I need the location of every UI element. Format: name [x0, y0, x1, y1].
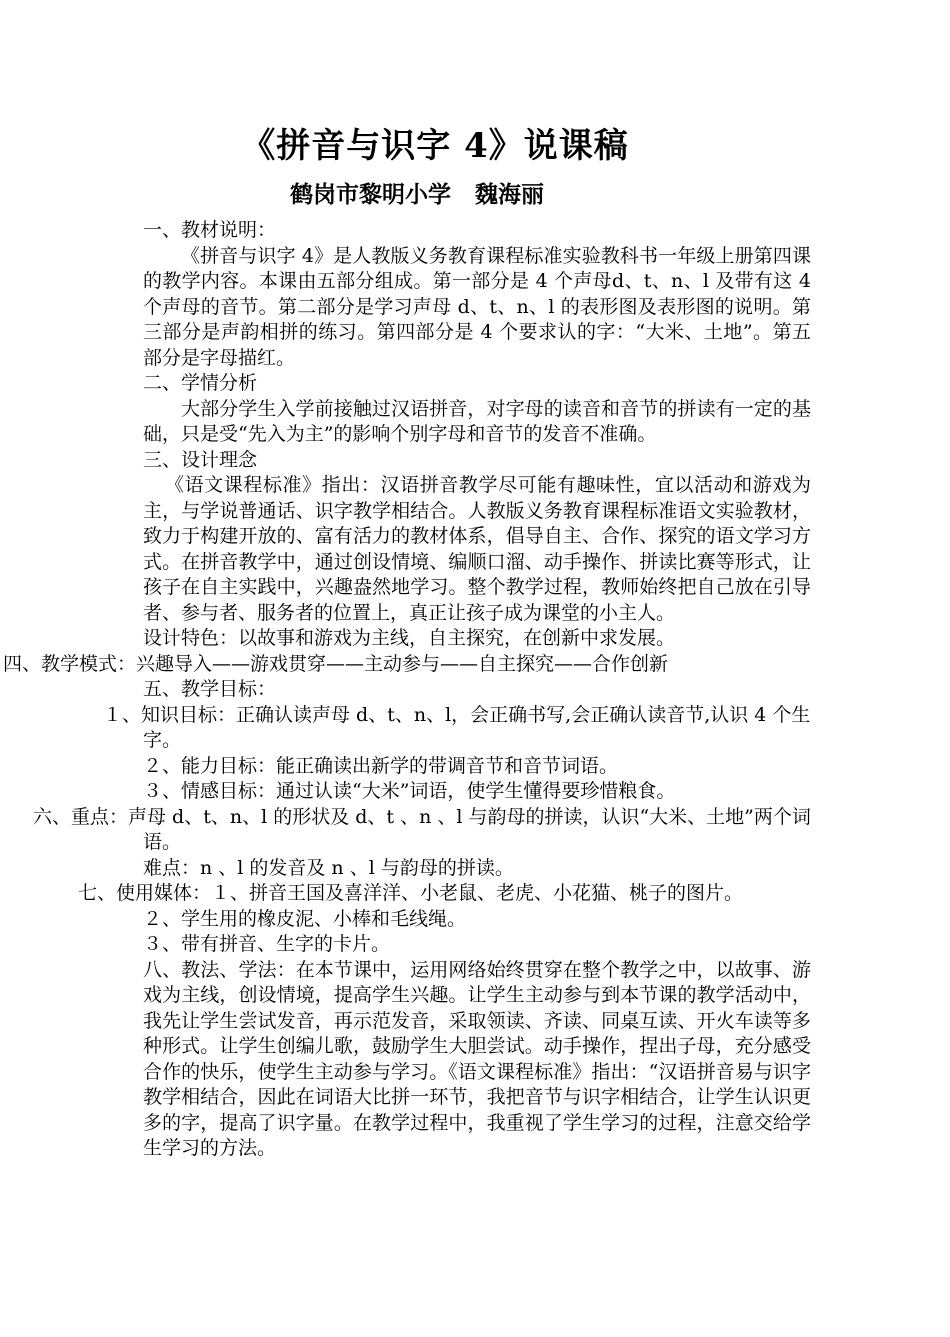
paragraph-difficulty: 难点：n 、l 的发音及 n 、l 与韵母的拼读。 [143, 856, 514, 879]
goal-knowledge: １、知识目标：正确认读声母 d、t、n、l，会正确书写,会正确认读音节,认识 4 个生字。 [103, 703, 811, 751]
media-label: 七、使用媒体： [78, 882, 212, 904]
paragraph-methods: 八、教法、学法：在本节课中，运用网络始终贯穿在整个教学之中，以故事、游戏为主线，创设情境，提高学生兴趣。让学生主动参与到本节课的教学活动中，我先让学生尝试发音，再示范发音，采取领读、齐读、同桌互读、开火车读等多种形式。让学生创编儿歌，鼓励学生大胆尝试。动手操作，捏出子母，充分感受合作的快乐，使学生主动参与学习。《语文课程标准》指出：“汉语拼音易与识字教学相结合，因此在词语大比拼一环节，我把音节与识字相结合，让学生认识更多的字，提高了识字量。在教学过程中，我重视了学生学习的过程，注意交给学生学习的方法。 [143, 958, 811, 1159]
paragraph-key-points: 六、重点：声母 d、t、n、l 的形状及 d、t 、n 、l 与韵母的拼读，认识“大米、土地”两个词语。 [33, 805, 811, 853]
paragraph-design-feature: 设计特色：以故事和游戏为主线，自主探究，在创新中求发展。 [143, 627, 676, 649]
media-item-3: ３、带有拼音、生字的卡片。 [143, 933, 391, 955]
document-title: 《拼音与识字 4》说课稿 [241, 126, 629, 166]
media-item-1-text: １、拼音王国及喜洋洋、小老鼠、老虎、小花猫、桃子的图片。 [211, 882, 744, 904]
media-item-2: ２、学生用的橡皮泥、小棒和毛线绳。 [143, 907, 467, 930]
section-heading-goals: 五、教学目标： [143, 678, 277, 700]
document-body [3, 218, 811, 1162]
goal-emotion: ３、情感目标：通过认读“大米”词语，使学生懂得要珍惜粮食。 [143, 780, 676, 802]
paragraph-concept: 《语文课程标准》指出：汉语拼音教学尽可能有趣味性，宜以活动和游戏为主，与学说普通话、识字教学相结合。人教版义务教育课程标准语文实验教材，致力于构建开放的、富有活力的教材体系，倡导自主、合作、探究的语文学习方式。在拼音教学中，通过创设情境、编顺口溜、动手操作、拼读比赛等形式，让孩子在自主实践中，兴趣盎然地学习。整个教学过程，教师始终把自己放在引导者、参与者、服务者的位置上，真正让孩子成为课堂的小主人。 [143, 474, 811, 624]
paragraph-analysis: 大部分学生入学前接触过汉语拼音，对字母的读音和音节的拼读有一定的基础，只是受“先入为主”的影响个别字母和音节的发音不准确。 [143, 397, 811, 445]
paragraph-teaching-mode: 四、教学模式：兴趣导入——游戏贯穿——主动参与——自主探究——合作创新 [3, 652, 669, 675]
section-heading-analysis: 二、学情分析 [143, 372, 258, 394]
paragraph-materials: 《拼音与识字 4》是人教版义务教育课程标准实验教科书一年级上册第四课的教学内容。本课由五部分组成。第一部分是 4 个声母d、t、n、l 及带有这 4 个声母的音节。第二部分是学习声母 d、t、n、l 的表形图及表形图的说明。第三部分是声韵相拼的练习。第四部分是 4 个要求认的字：“大米、土地”。第五部分是字母描红。 [143, 244, 811, 369]
document-author: 鹤岗市黎明小学 魏海丽 [290, 181, 545, 208]
media-item-1 [78, 881, 811, 907]
section-heading-concept: 三、设计理念 [143, 448, 258, 471]
section-heading-materials: 一、教材说明： [143, 219, 277, 241]
goal-ability: ２、能力目标：能正确读出新学的带调音节和音节词语。 [143, 754, 619, 777]
